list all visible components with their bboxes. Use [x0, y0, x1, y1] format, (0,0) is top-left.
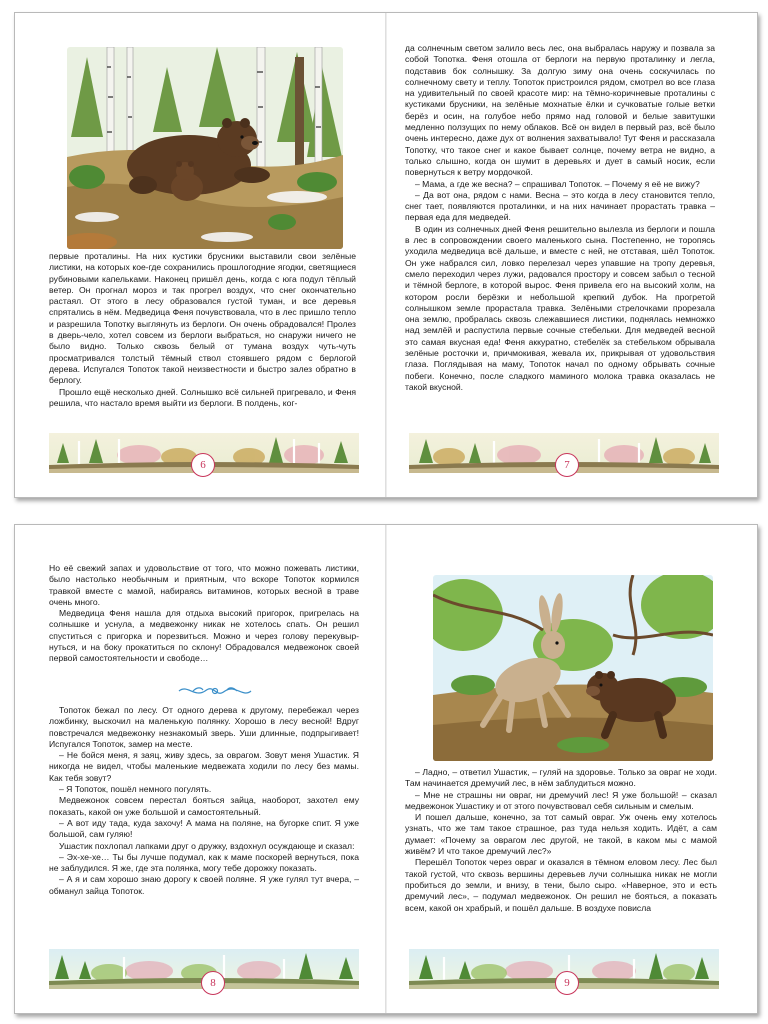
paragraph: Но её свежий запах и удовольствие от того, что можно пожевать листики, было настолько необычным и приятным, что вскоре Топоток кормился травкой вместе с мамой, набираясь витаминов, которых весной в траве очень много. [49, 563, 359, 607]
page-9 [387, 525, 757, 1013]
page-8-text-bottom [49, 705, 359, 897]
page-8-text-top [49, 563, 359, 665]
paragraph: первые проталины. На них кустики брусники выставили свои зелёные листики, на которых кое-где сохранились прошлогодние ягодки, светящиеся рубиновыми капельками. Наконец пришёл день, когда с юга подул тёплый ветер. Он прогнал мороз и так прогрел воздух, что снег окончательно растаял. От этого в лесу образовался густой туман, и все деревья спрятались в нём. Медведица Феня почувствовала, что в лес пришло тепло и разрешила Топотку выглянуть из берлоги. Он очень обрадовался! Пролез в дверь-чело, хотел совсем из берлоги выбраться, но снаружи ничего не было видно. Только сквозь белый от тумана воздух чуть-чуть просматривался толстый тёмный ствол стоявшего рядом с берлогой дерева. Испугался Топоток такой неизвестности и быстро залез обратно в берлогу. [49, 251, 356, 386]
paragraph: – Эх-хе-хе… Ты бы лучше подумал, как к маме поскорей вернуться, пока не заблудился. Я же, где эта полянка, могу тебе дорожку показать. [49, 851, 359, 874]
page-7-text [405, 43, 715, 393]
paragraph: И пошел дальше, конечно, за тот самый овраг. Уж очень ему хотелось узнать, что же там такое страшное, раз туда нельзя ходить. Идёт, а сам думает: «Почему за оврагом лес другой, не такой, в каком мы с мамой живём? И что такое дремучий лес?» [405, 812, 717, 857]
page-8 [15, 525, 385, 1013]
paragraph: – Мне не страшны ни овраг, ни дремучий лес! Я уже большой! – сказал медвежонок Ушастику и от этого почувствовал себя сильным и смелым. [405, 789, 717, 811]
paragraph: – Мама, а где же весна? – спрашивал Топоток. – Почему я её не вижу? [415, 178, 700, 189]
paragraph: да солнечным светом залило весь лес, она выбралась наружу и позвала за собой Топотка. Феня отошла от берлоги на первую проталинку и легла, подставив бок солнышку. За долгую зиму она очень соскучилась по солнечному свету и теплу. Топоток пристроился рядом, смотрел во все глаза на удивительный по своей красоте мир: на тёмно-коричневые проталины с кустиками брусники, на зелёные мохнатые ёлки и сучковатые голые ветки берёз и осин, на голубое небо прямо над головой и белые завитушки медленно ползущих по нему облаков. Всё он видел в первый раз, всё было очень интересно, даже дух от волнения захватывало! Тут Феня и рассказала Топотку, что такое снег и какое бывает солнце, почему ветра не видно, а только слышно, когда он шумит в деревьях и дует в самый носик, если повернуться к ветру мордочкой. [405, 43, 715, 178]
paragraph: Ушастик похлопал лапками друг о дружку, вздохнул осуждающе и сказал: [59, 840, 355, 851]
paragraph: – А вот иду тада, куда захочу! А мама на поляне, на бугорке спит. Я уже большой, сам гуляю! [49, 817, 359, 840]
paragraph: – Ладно, – ответил Ушастик, – гуляй на здоровье. Только за овраг не ходи. Там начинается дремучий лес, в нём заблудиться можно. [405, 767, 717, 789]
book-spread-pages-8-9 [14, 524, 758, 1014]
page-9-text [405, 767, 717, 914]
paragraph: Медвежонок совсем перестал бояться зайца, наоборот, захотел ему показать, какой он уже большой и самостоятельный. [49, 795, 359, 817]
page-7 [387, 13, 757, 497]
paragraph: Медведица Феня нашла для отдыха высокий пригорок, пригрелась на солнышке и уснула, а медвежонку никак не хотелось спать. Он решил спуститься с пригорка и порезвиться. Можно и через голову перекувырнуться, и на боку прокатиться по склону! Обрадовался медвежонок своей первой самостоятельности и свободе… [49, 608, 359, 664]
paragraph: В один из солнечных дней Феня решительно вылезла из берлоги и пошла в лес в сопровождении своего маленького сына. Постепенно, не торопясь уходила медведица всё дальше, и вместе с ней, не отставая, шёл Топоток. Он уже набрался сил, ловко перелезал через упавшие на тропу деревья, смело переходил через лужи, радовался простору и совсем забыл о тесной и тёмной берлоге, в которой вырос. Феня привела его на высокий холм, на котором росли берёзки и небольшой крепкий дубок. На прогретой солнышком земле прорастала травка. Зелёными стрелочками прорезала она землю, пробралась сквозь слежавшиеся листики, поднялась немножко над землёй и распустила первые сочные стебельки. Для медведей весной это самая вкусная еда! Феня аккуратно, стебелёк за стебельком обрывала зелёные росточки и, причмокивая, жевала их, прикрывая от удовольствия глаза. Поглядывая на маму, Топоток начал по одному обрывать сочные побеги. Конечно, после сладкого маминого молока травка оказалась не такой вкусной. [405, 223, 715, 392]
book-spread-pages-6-7 [14, 12, 758, 498]
page-number: 9 [555, 971, 579, 995]
page-number: 6 [191, 453, 215, 477]
page-number: 7 [555, 453, 579, 477]
page-6-text [49, 251, 356, 409]
bear-in-birch-forest-illustration [67, 47, 343, 249]
page-number: 8 [201, 971, 225, 995]
paragraph: – Не бойся меня, я заяц, живу здесь, за оврагом. Зовут меня Ушастик. Я никогда не видел, чтобы маленькие медвежата ходили по лесу без мамы. Как тебя зовут? [49, 750, 359, 783]
hare-and-bear-cub-illustration [433, 575, 713, 761]
paragraph: – А я и сам хорошо знаю дорогу к своей поляне. Я уже гулял тут вчера, – обманул зайца Топоток. [49, 874, 359, 896]
paragraph: Топоток бежал по лесу. От одного дерева к другому, перебежал через ложбинку, выскочил на маленькую полянку. Хорошо в лесу весной! Вдруг повстречался медвежонку незнакомый зверь. Уши длинные, подпрыгивает! Испугался Топоток, замер на месте. [49, 705, 359, 749]
page-6 [15, 13, 385, 497]
scroll-divider-ornament [175, 683, 255, 699]
paragraph: – Да вот она, рядом с нами. Весна – это когда в лесу становится тепло, снег тает, появляются проталинки, и на них начинает прорастать травка – первая еда для медведей. [405, 189, 715, 223]
paragraph: Прошло ещё несколько дней. Солнышко всё сильней пригревало, и Феня решила, что настало время выйти из берлоги. В полдень, ког- [49, 386, 356, 408]
paragraph: Перешёл Топоток через овраг и оказался в тёмном еловом лесу. Лес был такой густой, что сквозь вершины деревьев лучи солнышка никак не могли пробиться до земли, и внизу, в тени, было сыро. «Наверное, это и есть дремучий лес», – подумал медвежонок. Он решил не бояться, а показать всем, какой он храбрый, и пошёл дальше. В воздухе повисла [405, 857, 717, 913]
paragraph: – Я Топоток, пошёл немного погулять. [59, 784, 212, 795]
